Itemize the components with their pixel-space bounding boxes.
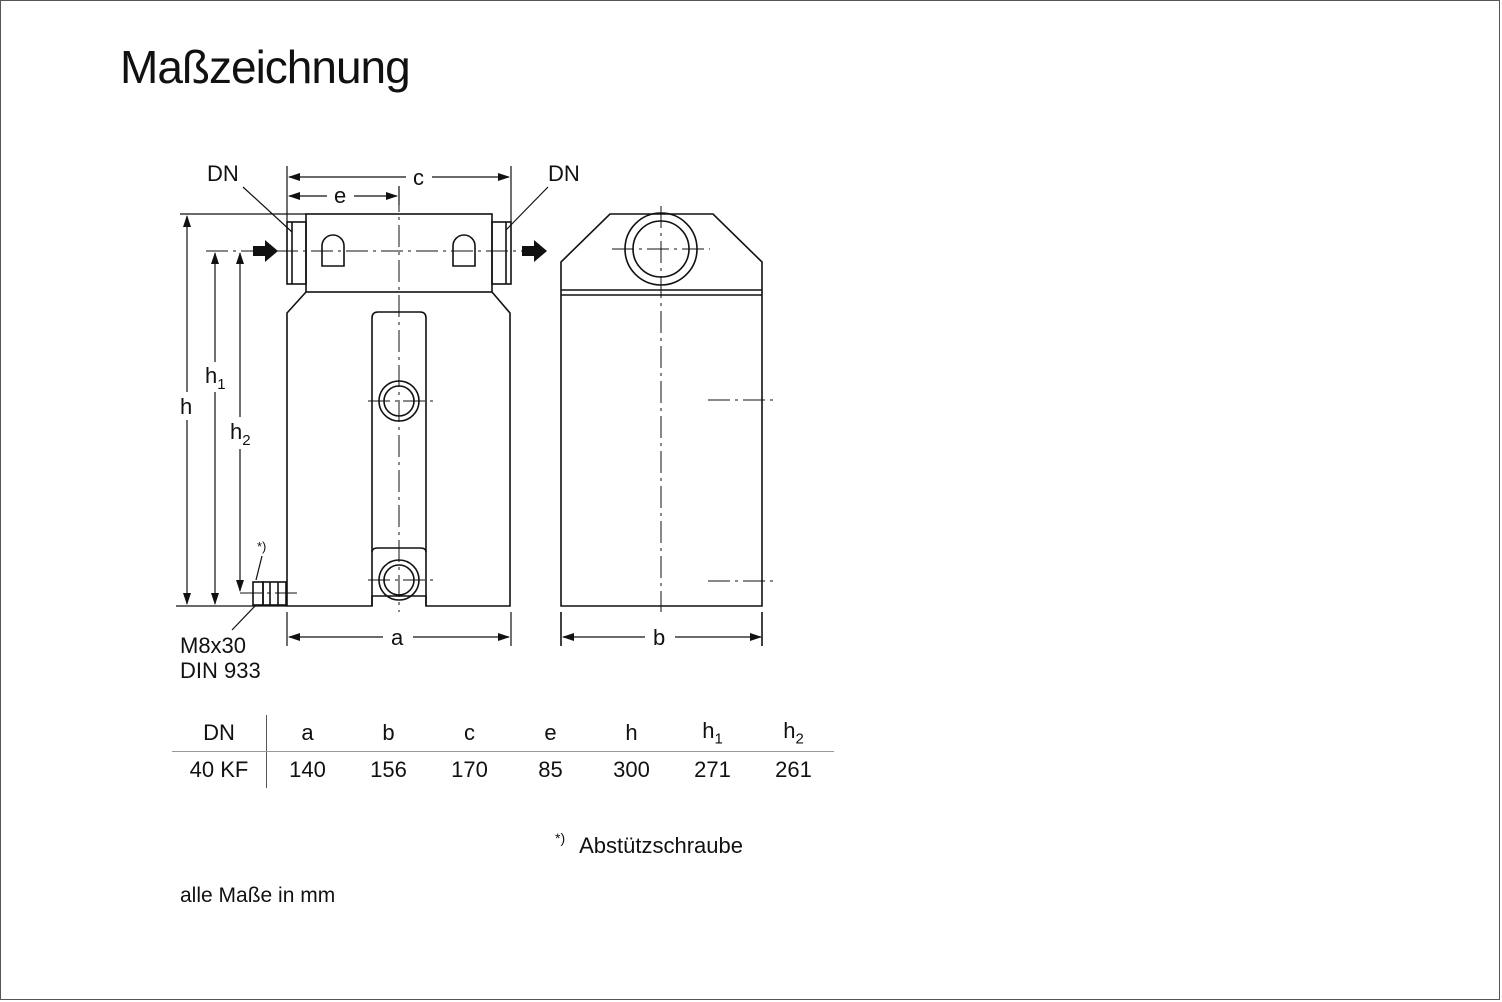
footnote — [555, 830, 743, 859]
table-header-cell: $h_1$ — [672, 715, 753, 752]
dim-h2-label: $h_2$ — [230, 419, 251, 449]
table-cell: 40 KF — [172, 752, 267, 789]
table-header-cell: b — [348, 715, 429, 752]
footnote-text: Abstützschraube — [579, 833, 743, 858]
table-header-cell: DN — [172, 715, 267, 752]
dim-h1-label: $h_1$ — [205, 363, 226, 393]
table-cell: 85 — [538, 757, 563, 782]
dim-b-label: b — [653, 625, 666, 650]
front-view — [253, 214, 511, 606]
dn-left-label: DN — [207, 161, 239, 186]
table-cell: 140 — [289, 757, 326, 782]
table-header-cell: a — [267, 715, 349, 752]
footnote-marker: *) — [555, 830, 566, 846]
table-cell: 300 — [613, 757, 650, 782]
flow-arrow-out-icon — [522, 240, 547, 262]
dim-h-label: h — [180, 394, 193, 419]
table-cell: 271 — [694, 757, 731, 782]
table-row — [172, 752, 834, 789]
table-cell: 170 — [451, 757, 488, 782]
dimension-lines — [176, 166, 761, 646]
dim-e-label: e — [334, 183, 347, 208]
table-header-row — [172, 715, 834, 752]
table-header-cell: c — [429, 715, 510, 752]
page-title: Maßzeichnung — [120, 41, 410, 93]
units-note: alle Maße in mm — [180, 884, 336, 907]
table-header-cell: h — [591, 715, 672, 752]
asterisk-marker: *) — [257, 539, 267, 554]
left-flange — [287, 222, 306, 284]
table-cell: 261 — [775, 757, 812, 782]
dn-right-label: DN — [548, 161, 580, 186]
screw-spec-line1: M8x30 — [180, 633, 247, 658]
dimension-table — [172, 715, 834, 788]
table-cell: 156 — [370, 757, 407, 782]
flow-arrow-in-icon — [253, 240, 278, 262]
side-centerlines — [612, 206, 778, 612]
table-header-cell: $h_2$ — [753, 715, 834, 752]
screw-spec-line2: DIN 933 — [180, 658, 261, 683]
table-header-cell: e — [510, 715, 591, 752]
right-flange — [492, 222, 511, 284]
dim-a-label: a — [391, 625, 404, 650]
dim-c-label: c — [413, 165, 424, 190]
